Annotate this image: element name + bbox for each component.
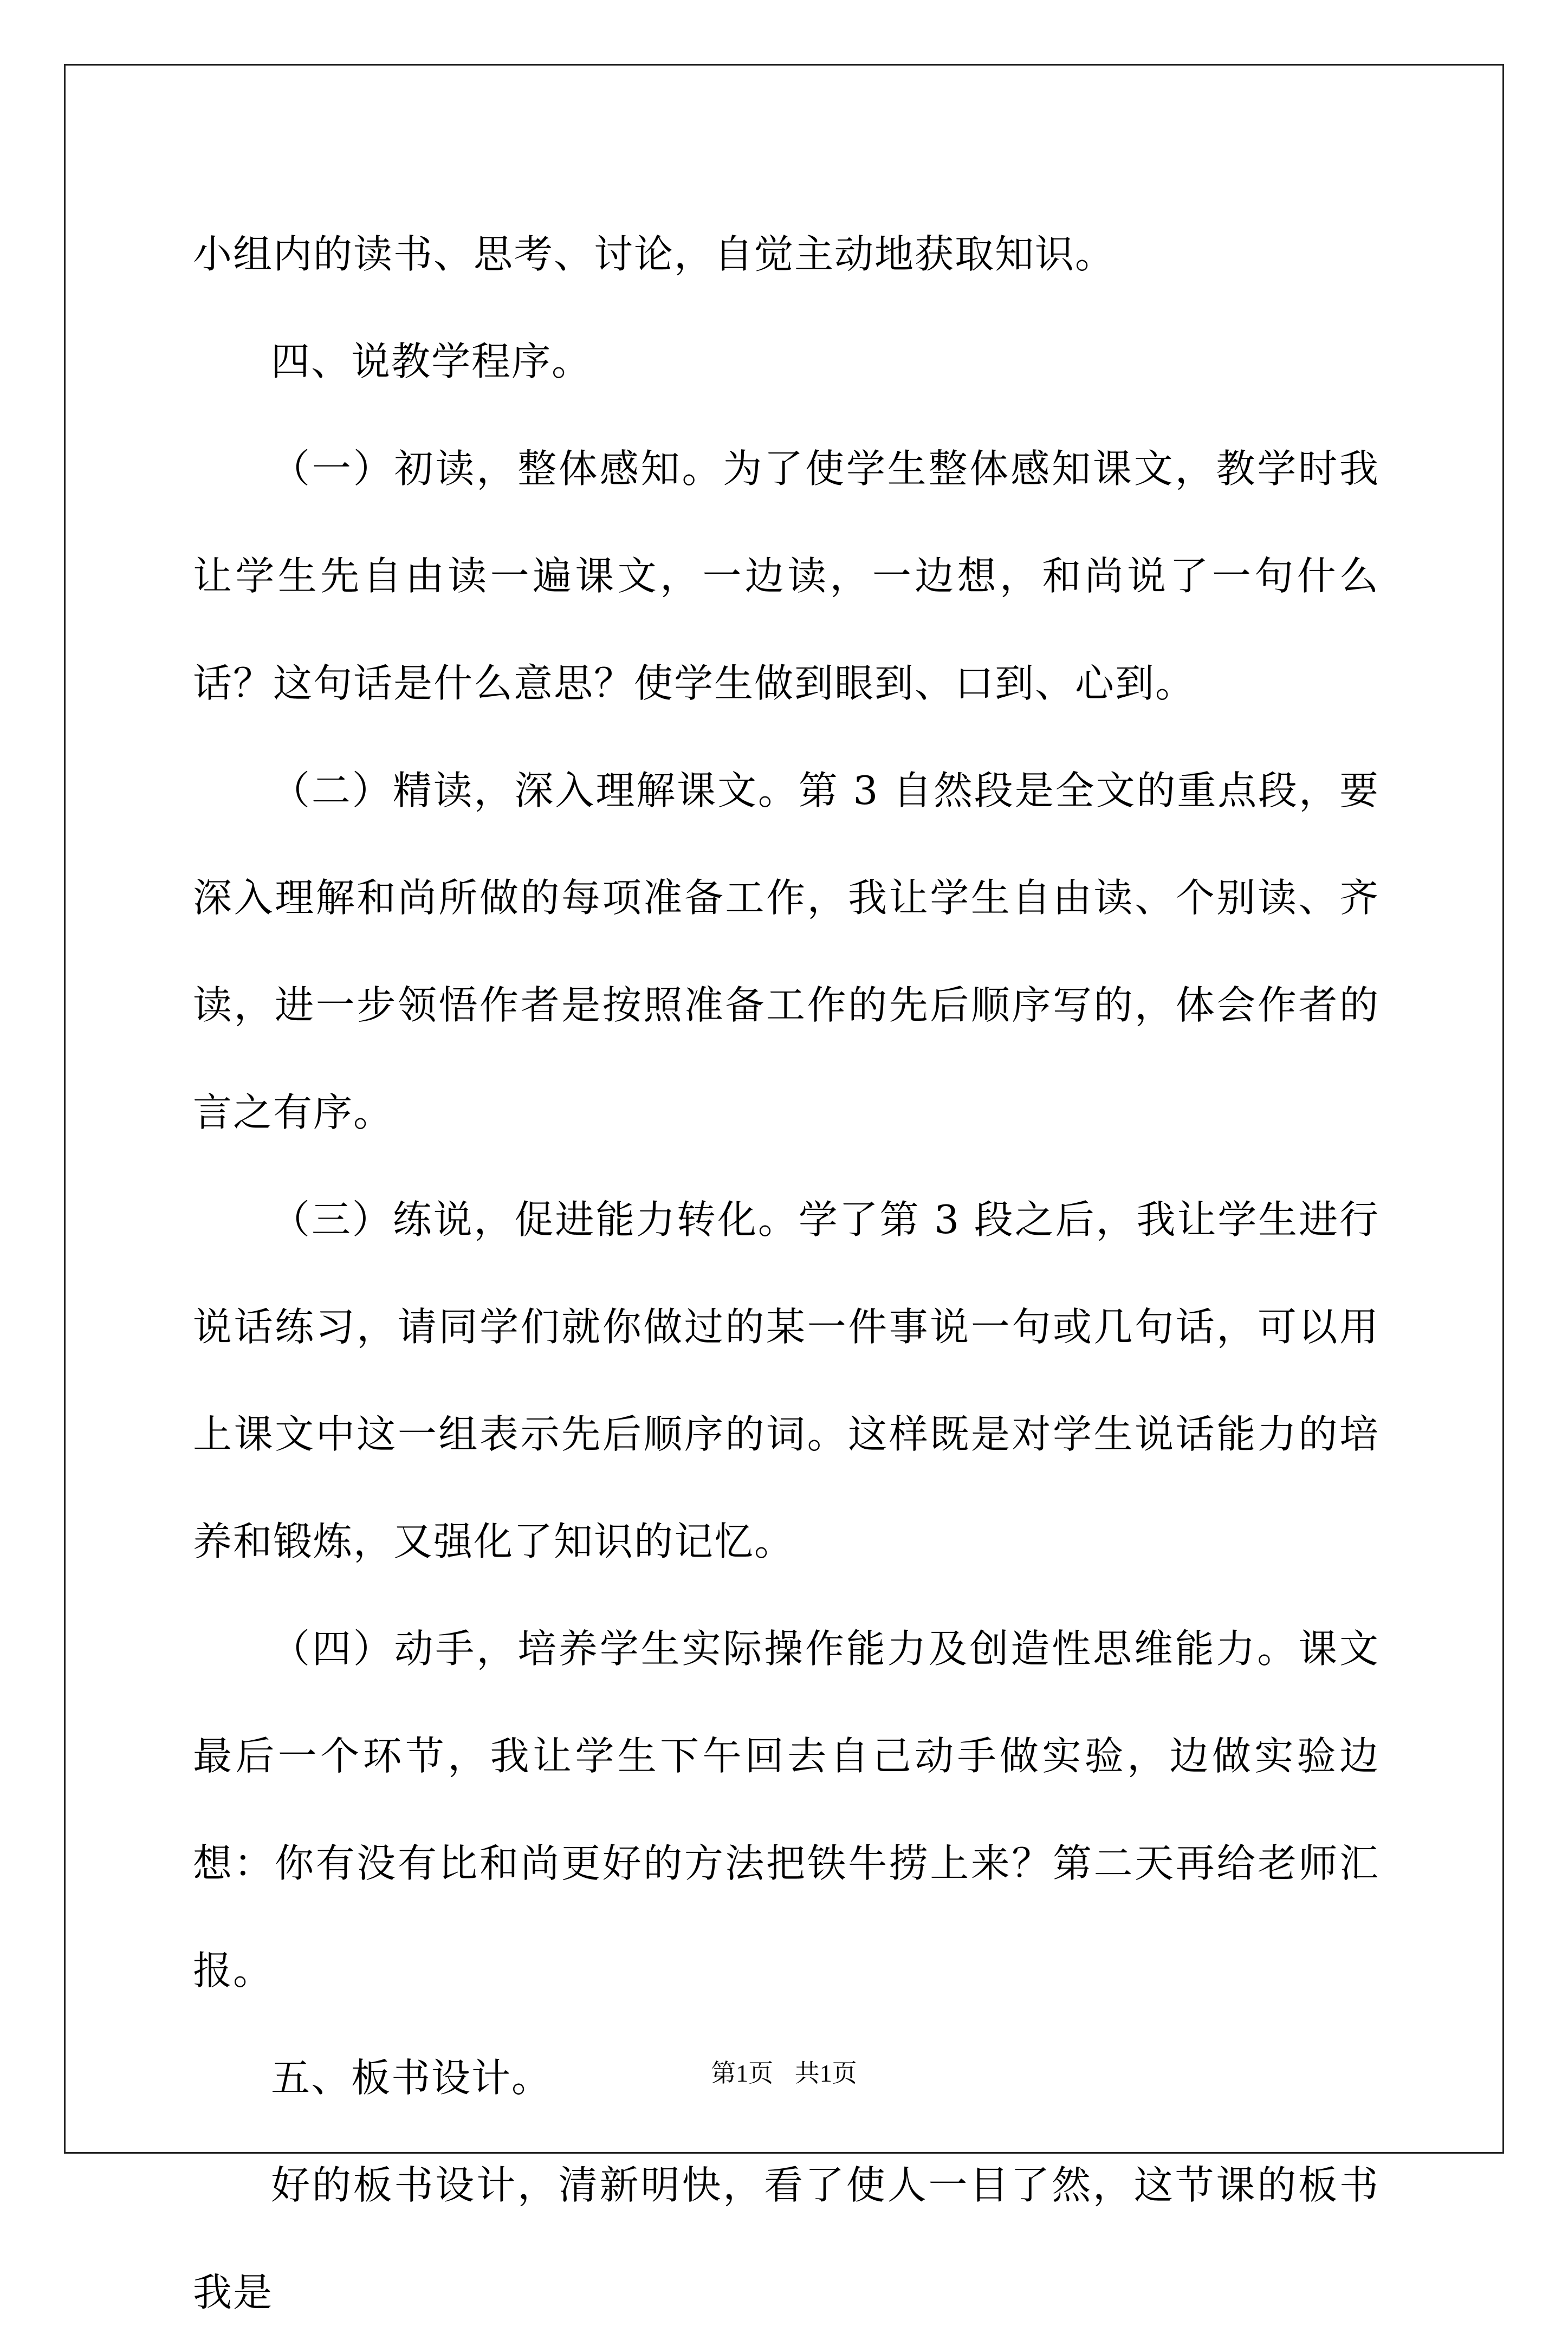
page-number: 第1页 bbox=[711, 2059, 774, 2087]
paragraph-7: 五、板书设计。 bbox=[271, 2055, 552, 2101]
page-footer bbox=[0, 2053, 1568, 2089]
paragraph-4: （二）精读，深入理解课文。第 3 自然段是全文的重点段，要深入理解和尚所做的每项准备工作，我让学生自由读、个别读、齐读，进一步领悟作者是按照准备工作的先后顺序写的，体会作者的言之有序。 bbox=[193, 768, 1379, 1135]
page-total: 共1页 bbox=[794, 2059, 857, 2087]
paragraph-2: 四、说教学程序。 bbox=[271, 339, 592, 384]
document-body bbox=[193, 200, 1379, 2346]
paragraph-3: （一）初读，整体感知。为了使学生整体感知课文，教学时我让学生先自由读一遍课文，一边读，一边想，和尚说了一句什么话？这句话是什么意思？使学生做到眼到、口到、心到。 bbox=[193, 446, 1379, 706]
paragraph-5: （三）练说，促进能力转化。学了第 3 段之后，我让学生进行说话练习，请同学们就你做过的某一件事说一句或几句话，可以用上课文中这一组表示先后顺序的词。这样既是对学生说话能力的培养和锻炼，又强化了知识的记忆。 bbox=[193, 1197, 1379, 1564]
paragraph-1: 小组内的读书、思考、讨论，自觉主动地获取知识。 bbox=[193, 231, 1116, 277]
paragraph-6: （四）动手，培养学生实际操作能力及创造性思维能力。课文最后一个环节，我让学生下午回去自己动手做实验，边做实验边想：你有没有比和尚更好的方法把铁牛捞上来？第二天再给老师汇报。 bbox=[193, 1626, 1379, 1993]
paragraph-8: 好的板书设计，清新明快，看了使人一目了然，这节课的板书我是 bbox=[193, 2162, 1379, 2315]
